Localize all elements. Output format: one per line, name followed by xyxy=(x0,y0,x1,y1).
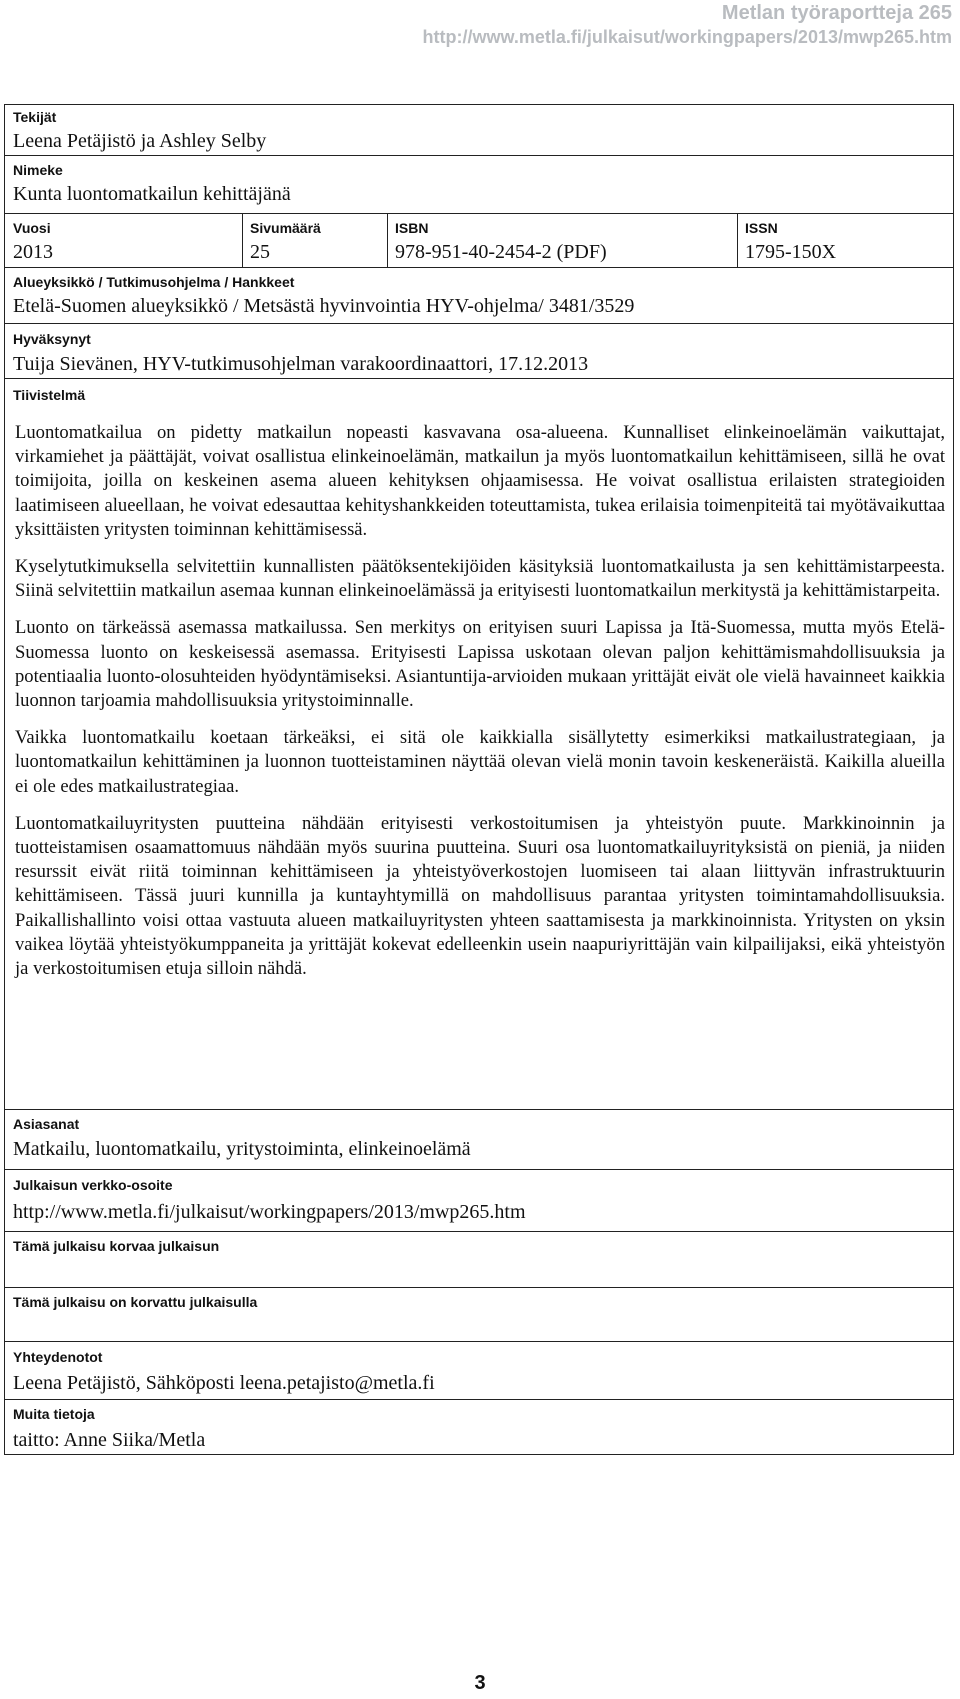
keywords-row xyxy=(5,1109,953,1170)
keywords-label: Asiasanat xyxy=(13,1116,80,1132)
isbn-value: 978-951-40-2454-2 (PDF) xyxy=(395,241,607,263)
abstract-paragraph: Kyselytutkimuksella selvitettiin kunnallisten päätöksentekijöiden käsityksiä luontomatkailusta ja sen kehittämistarpeesta. Siinä selvitettiin matkailun asemaa kunnan elinkeinoelämässä ja erityisesti luontomatkailun merkitystä ja kehittämistarpeita. xyxy=(15,556,945,602)
replaced-by-row xyxy=(5,1287,953,1342)
isbn-label: ISBN xyxy=(395,220,429,236)
contact-label: Yhteydenotot xyxy=(13,1349,103,1365)
title-label: Nimeke xyxy=(13,162,63,178)
divider xyxy=(737,214,738,268)
pages-value: 25 xyxy=(250,241,270,263)
page-number: 3 xyxy=(474,1672,486,1694)
keywords-value: Matkailu, luontomatkailu, yritystoiminta, elinkeinoelämä xyxy=(13,1138,471,1160)
approved-label: Hyväksynyt xyxy=(13,331,91,347)
abstract-label: Tiivistelmä xyxy=(13,387,86,403)
approved-row xyxy=(5,323,953,379)
series-title: Metlan työraportteja 265 xyxy=(721,2,952,24)
web-address-row xyxy=(5,1169,953,1232)
replaced-by-label: Tämä julkaisu on korvattu julkaisulla xyxy=(13,1294,258,1310)
abstract-row xyxy=(5,378,953,1222)
unit-label: Alueyksikkö / Tutkimusohjelma / Hankkeet xyxy=(13,274,295,290)
abstract-paragraph: Luonto on tärkeässä asemassa matkailussa. Sen merkitys on erityisen suuri Lapissa ja Itä-Suomessa, mutta myös Etelä-Suomessa luonto on keskeisessä asemassa. Erityisesti Lapissa uskotaan olevan paljon kehittämismahdollisuuksia ja potentiaalia luonto-olosuhteiden hyödyntämiseksi. Asiantuntija-arvioiden mukaan yrittäjät eivät ole vielä havainneet kaikkia luonnon tarjoamia mahdollisuuksia yritystoiminnalle. xyxy=(15,617,945,712)
unit-row xyxy=(5,267,953,324)
issn-value: 1795-150X xyxy=(745,241,837,263)
other-label: Muita tietoja xyxy=(13,1406,95,1422)
numbers-row xyxy=(5,213,953,268)
other-row xyxy=(5,1399,953,1457)
description-form xyxy=(4,104,954,1455)
year-value: 2013 xyxy=(13,241,53,263)
replaces-row xyxy=(5,1231,953,1288)
authors-label: Tekijät xyxy=(13,109,57,125)
header-url: http://www.metla.fi/julkaisut/workingpapers/2013/mwp265.htm xyxy=(422,27,952,47)
divider xyxy=(387,214,388,268)
pages-label: Sivumäärä xyxy=(250,220,321,236)
title-row xyxy=(5,155,953,214)
abstract-paragraph: Vaikka luontomatkailu koetaan tärkeäksi, ei sitä ole kaikkialla sisällytetty esimerkiksi matkailustrategiaan, ja luontomatkailun kehittäminen ja luonnon tuotteistaminen näyttää olevan vielä monin tavoin keskeneräistä. Kaikilla alueilla ei ole edes matkailustrategiaa. xyxy=(15,727,945,797)
abstract-paragraph: Luontomatkailuyritysten puutteina nähdään erityisesti verkostoitumisen ja yhteistyön puute. Markkinoinnin ja tuotteistamisen osaamattomuus nähdään myös suurina puutteina. Suuri osa luontomatkailuyrityksistä on pieniä, ja niiden resurssit eivät riitä toiminnan kehittämiseen ja yhteistyöverkostojen luomiseen tai alaan liittyvän infrastruktuurin kehittämiseen. Tässä juuri kunnilla ja kuntayhtymillä on mahdollisuus parantaa yritysten toimintamahdollisuuksia. Paikallishallinto voisi ottaa vastuuta alueen matkailuyritysten yhteen saattamisesta ja markkinoinnista. Yritysten on yksin vaikea löytää yhteistyökumppaneita ja yrittäjät kokevat edelleenkin usein naapuriyrittäjän vain kilpailijaksi, eikä yhteistyön ja verkostoitumisen etuja silloin nähdä. xyxy=(15,812,945,980)
abstract-text xyxy=(15,421,945,994)
contact-row xyxy=(5,1341,953,1400)
web-address-label: Julkaisun verkko-osoite xyxy=(13,1177,173,1193)
web-address-value: http://www.metla.fi/julkaisut/workingpapers/2013/mwp265.htm xyxy=(13,1201,526,1223)
issn-label: ISSN xyxy=(745,220,778,236)
year-label: Vuosi xyxy=(13,220,51,236)
unit-value: Etelä-Suomen alueyksikkö / Metsästä hyvinvointia HYV-ohjelma/ 3481/3529 xyxy=(13,295,635,317)
contact-value: Leena Petäjistö, Sähköposti leena.petajisto@metla.fi xyxy=(13,1372,435,1394)
title-value: Kunta luontomatkailun kehittäjänä xyxy=(13,183,291,205)
divider xyxy=(242,214,243,268)
page-header xyxy=(423,0,952,48)
other-value: taitto: Anne Siika/Metla xyxy=(13,1429,206,1451)
approved-value: Tuija Sievänen, HYV-tutkimusohjelman varakoordinaattori, 17.12.2013 xyxy=(13,353,589,375)
replaces-label: Tämä julkaisu korvaa julkaisun xyxy=(13,1238,220,1254)
authors-value: Leena Petäjistö ja Ashley Selby xyxy=(13,130,267,152)
abstract-paragraph: Luontomatkailua on pidetty matkailun nopeasti kasvavana osa-alueena. Kunnalliset elinkeinoelämän vaikuttajat, virkamiehet ja päättäjät, voivat osallistua elinkeinoelämän, matkailun ja myös luontomatkailun kehittämiseen, sillä he ovat toimijoita, joilla on keskeinen asema alueen kehityksen ohjaamisessa. He voivat osallistua erilaisten strategioiden laatimiseen alueellaan, he voivat edesauttaa kehityshankkeiden toteuttamista, tukea erilaisia toimenpiteitä tai myötävaikuttaa yksittäisten yritysten toiminnan kehittämisessä. xyxy=(15,422,945,540)
authors-row xyxy=(5,105,953,155)
